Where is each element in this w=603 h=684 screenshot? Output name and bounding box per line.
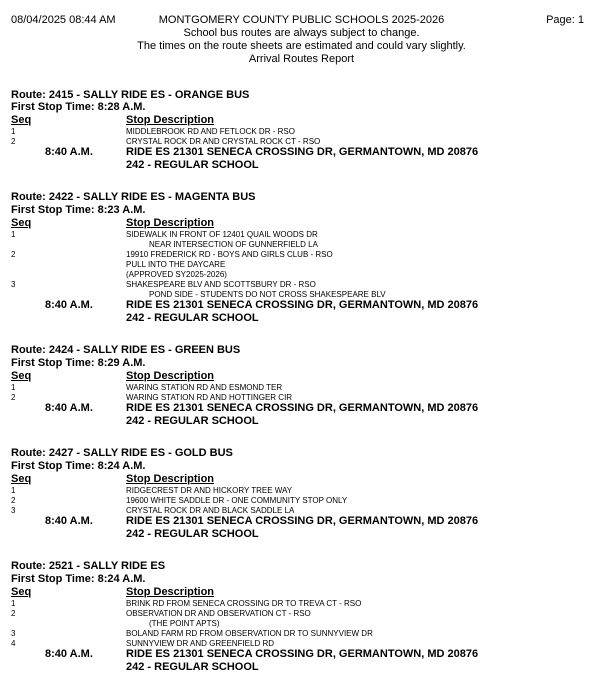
destination: RIDE ES 21301 SENECA CROSSING DR, GERMANTOWN, MD 20876 xyxy=(126,299,479,311)
stop-description: 19600 WHITE SADDLE DR - ONE COMMUNITY STOP ONLY xyxy=(126,496,348,505)
destination: RIDE ES 21301 SENECA CROSSING DR, GERMANTOWN, MD 20876 xyxy=(126,515,479,527)
destination: RIDE ES 21301 SENECA CROSSING DR, GERMANTOWN, MD 20876 xyxy=(126,146,479,158)
first-stop-time: First Stop Time: 8:29 A.M. xyxy=(11,357,146,369)
stop-seq: 1 xyxy=(11,230,16,239)
arrival-time: 8:40 A.M. xyxy=(45,146,93,158)
school-type: 242 - REGULAR SCHOOL xyxy=(126,528,259,540)
stop-seq: 1 xyxy=(11,383,16,392)
stop-description: SHAKESPEARE BLV AND SCOTTSBURY DR - RSO xyxy=(126,280,316,289)
stop-description: CRYSTAL ROCK DR AND BLACK SADDLE LA xyxy=(126,506,295,515)
stop-description-note: POND SIDE - STUDENTS DO NOT CROSS SHAKESPEARE BLV xyxy=(149,290,386,299)
stop-seq: 3 xyxy=(11,506,16,515)
stop-description: RIDGECREST DR AND HICKORY TREE WAY xyxy=(126,486,293,495)
stop-description-column-header: Stop Description xyxy=(126,217,215,229)
school-type: 242 - REGULAR SCHOOL xyxy=(126,661,259,673)
stop-seq: 1 xyxy=(11,127,16,136)
stop-description: WARING STATION RD AND HOTTINGER CIR xyxy=(126,393,293,402)
stop-seq: 2 xyxy=(11,250,16,259)
stop-seq: 2 xyxy=(11,609,16,618)
first-stop-time: First Stop Time: 8:23 A.M. xyxy=(11,204,146,216)
stop-description: CRYSTAL ROCK DR AND CRYSTAL ROCK CT - RSO xyxy=(126,137,321,146)
stop-seq: 3 xyxy=(11,280,16,289)
seq-column-header: Seq xyxy=(11,370,32,382)
report-subtitle-2: The times on the route sheets are estimated and could vary slightly. xyxy=(137,40,466,52)
report-subtitle-1: School bus routes are always subject to change. xyxy=(183,27,420,39)
route-title: Route: 2521 - SALLY RIDE ES xyxy=(11,560,166,572)
stop-description: SUNNYVIEW DR AND GREENFIELD RD xyxy=(126,639,275,648)
stop-description: OBSERVATION DR AND OBSERVATION CT - RSO xyxy=(126,609,311,618)
stop-description-column-header: Stop Description xyxy=(126,586,215,598)
stop-seq: 2 xyxy=(11,393,16,402)
route-title: Route: 2422 - SALLY RIDE ES - MAGENTA BUS xyxy=(11,191,256,203)
stop-seq: 4 xyxy=(11,639,16,648)
seq-column-header: Seq xyxy=(11,473,32,485)
route-title: Route: 2424 - SALLY RIDE ES - GREEN BUS xyxy=(11,344,241,356)
school-type: 242 - REGULAR SCHOOL xyxy=(126,159,259,171)
route-title: Route: 2427 - SALLY RIDE ES - GOLD BUS xyxy=(11,447,233,459)
arrival-time: 8:40 A.M. xyxy=(45,299,93,311)
stop-seq: 3 xyxy=(11,629,16,638)
stop-seq: 2 xyxy=(11,137,16,146)
seq-column-header: Seq xyxy=(11,114,32,126)
stop-description-column-header: Stop Description xyxy=(126,114,215,126)
report-title: MONTGOMERY COUNTY PUBLIC SCHOOLS 2025-2026 xyxy=(158,14,445,26)
stop-description-column-header: Stop Description xyxy=(126,473,215,485)
first-stop-time: First Stop Time: 8:24 A.M. xyxy=(11,460,146,472)
stop-description-note: (THE POINT APTS) xyxy=(149,619,220,628)
stop-description: SIDEWALK IN FRONT OF 12401 QUAIL WOODS DR xyxy=(126,230,318,239)
stop-description-note: (APPROVED SY2025-2026) xyxy=(126,270,227,279)
stop-seq: 1 xyxy=(11,599,16,608)
arrival-time: 8:40 A.M. xyxy=(45,402,93,414)
destination: RIDE ES 21301 SENECA CROSSING DR, GERMANTOWN, MD 20876 xyxy=(126,402,479,414)
page-number: Page: 1 xyxy=(546,14,584,26)
seq-column-header: Seq xyxy=(11,586,32,598)
stop-description-note: NEAR INTERSECTION OF GUNNERFIELD LA xyxy=(149,240,318,249)
stop-description: BRINK RD FROM SENECA CROSSING DR TO TREVA CT - RSO xyxy=(126,599,362,608)
report-name: Arrival Routes Report xyxy=(248,53,355,65)
school-type: 242 - REGULAR SCHOOL xyxy=(126,415,259,427)
school-type: 242 - REGULAR SCHOOL xyxy=(126,312,259,324)
first-stop-time: First Stop Time: 8:28 A.M. xyxy=(11,101,146,113)
stop-description-column-header: Stop Description xyxy=(126,370,215,382)
stop-description: MIDDLEBROOK RD AND FETLOCK DR - RSO xyxy=(126,127,295,136)
stop-description-note: PULL INTO THE DAYCARE xyxy=(126,260,226,269)
stop-description: WARING STATION RD AND ESMOND TER xyxy=(126,383,283,392)
stop-description: 19910 FREDERICK RD - BOYS AND GIRLS CLUB - RSO xyxy=(126,250,333,259)
stop-seq: 2 xyxy=(11,496,16,505)
stop-seq: 1 xyxy=(11,486,16,495)
route-title: Route: 2415 - SALLY RIDE ES - ORANGE BUS xyxy=(11,89,250,101)
stop-description: BOLAND FARM RD FROM OBSERVATION DR TO SUNNYVIEW DR xyxy=(126,629,373,638)
destination: RIDE ES 21301 SENECA CROSSING DR, GERMANTOWN, MD 20876 xyxy=(126,648,479,660)
arrival-time: 8:40 A.M. xyxy=(45,515,93,527)
report-datetime: 08/04/2025 08:44 AM xyxy=(11,14,116,26)
seq-column-header: Seq xyxy=(11,217,32,229)
arrival-time: 8:40 A.M. xyxy=(45,648,93,660)
first-stop-time: First Stop Time: 8:24 A.M. xyxy=(11,573,146,585)
